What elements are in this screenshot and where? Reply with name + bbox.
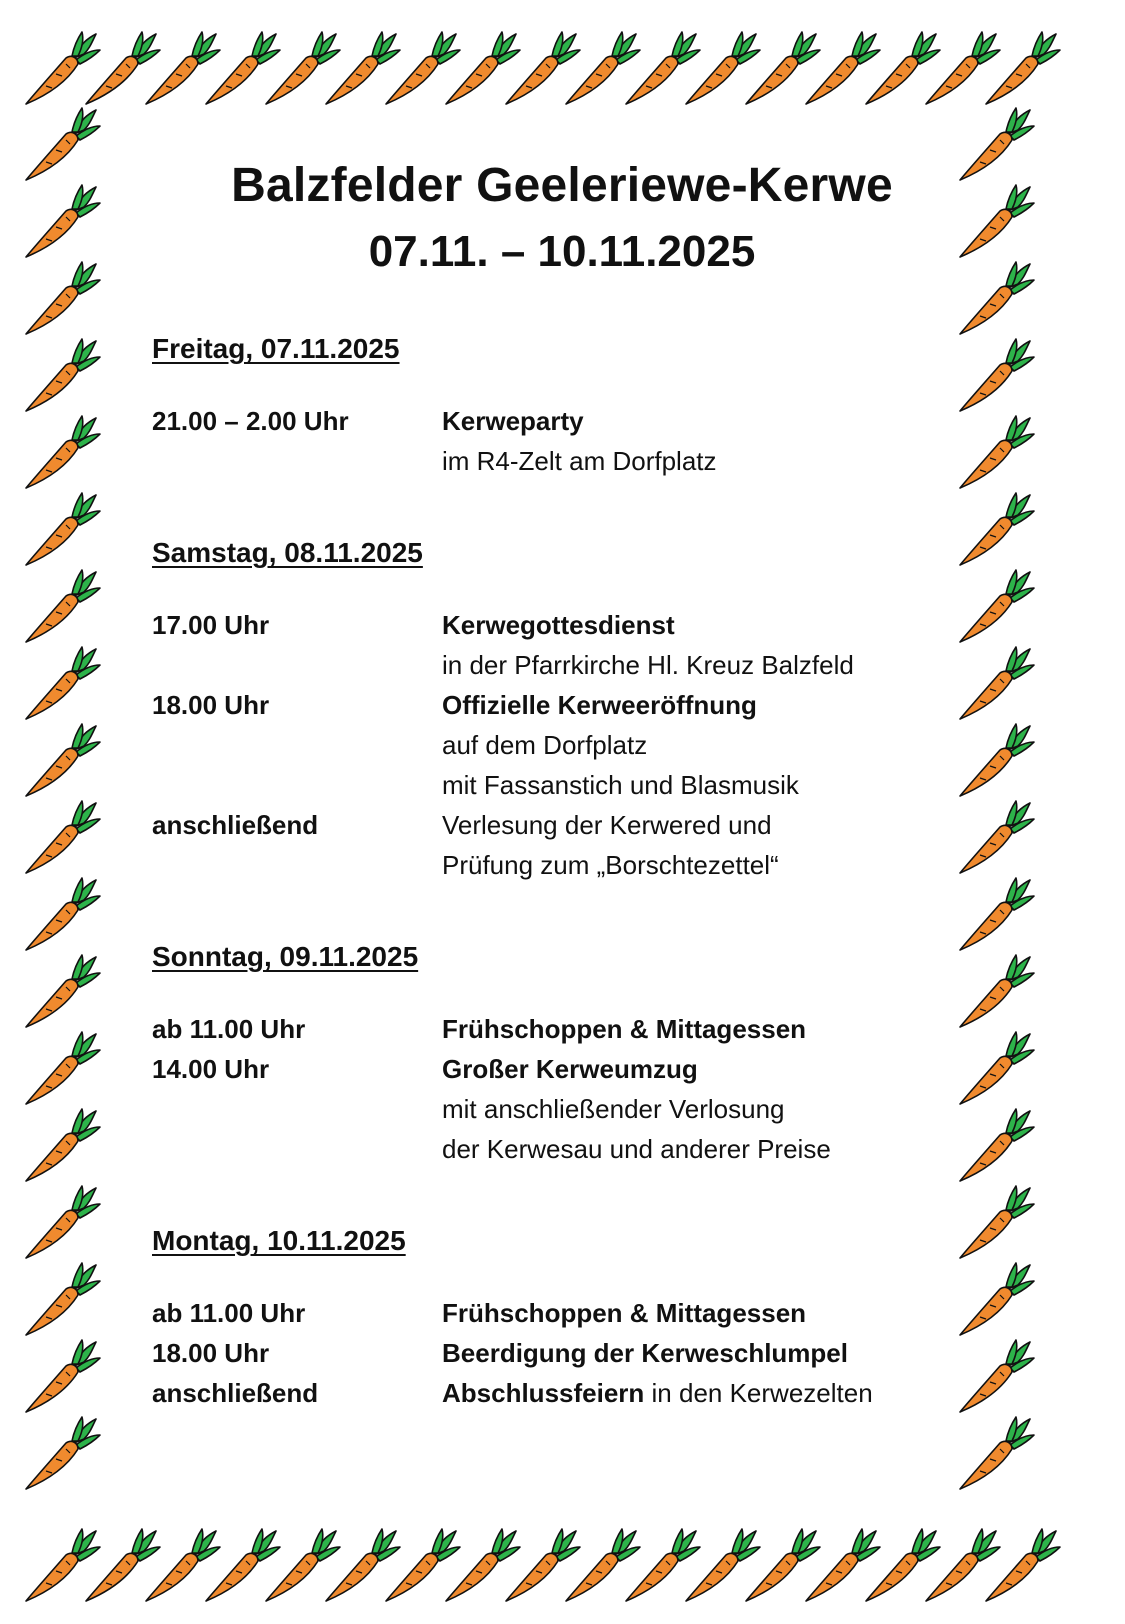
entry-detail: im R4-Zelt am Dorfplatz bbox=[442, 446, 717, 476]
event-title: Balzfelder Geeleriewe-Kerwe bbox=[231, 159, 893, 212]
day-heading: Samstag, 08.11.2025 bbox=[152, 537, 423, 568]
entry-detail: mit Fassanstich und Blasmusik bbox=[442, 770, 799, 800]
entry-title: Kerweparty bbox=[442, 406, 584, 436]
carrot-icon bbox=[22, 1413, 102, 1493]
schedule-entry bbox=[152, 805, 982, 885]
entry-detail: auf dem Dorfplatz bbox=[442, 730, 648, 760]
day-heading: Montag, 10.11.2025 bbox=[152, 1225, 406, 1256]
carrot-icon bbox=[22, 258, 102, 338]
day-section-monday bbox=[152, 1225, 982, 1413]
schedule-entry bbox=[152, 1373, 982, 1413]
carrot-icon bbox=[22, 1028, 102, 1108]
carrot-icon bbox=[22, 797, 102, 877]
carrot-icon bbox=[22, 1182, 102, 1262]
carrot-icon bbox=[22, 951, 102, 1031]
carrot-icon bbox=[22, 643, 102, 723]
schedule-entry bbox=[152, 685, 982, 805]
carrot-icon bbox=[22, 874, 102, 954]
event-dates: 07.11. – 10.11.2025 bbox=[368, 227, 756, 276]
schedule-entry bbox=[152, 1009, 982, 1049]
carrot-icon bbox=[22, 1259, 102, 1339]
entry-title: Beerdigung der Kerweschlumpel bbox=[442, 1338, 848, 1368]
entry-description bbox=[442, 401, 982, 481]
carrot-icon bbox=[22, 489, 102, 569]
carrot-icon bbox=[22, 412, 102, 492]
entry-time: 18.00 Uhr bbox=[152, 1338, 270, 1368]
entry-title: Kerwegottesdienst bbox=[442, 610, 675, 640]
entry-description bbox=[442, 1049, 982, 1169]
entry-time: ab 11.00 Uhr bbox=[152, 1298, 306, 1328]
entry-detail: in den Kerwezelten bbox=[644, 1378, 873, 1408]
schedule-entry bbox=[152, 605, 982, 685]
entry-time: anschließend bbox=[152, 810, 319, 840]
entry-time: 14.00 Uhr bbox=[152, 1054, 270, 1084]
entry-detail: Verlesung der Kerwered und bbox=[442, 810, 772, 840]
entry-title: Offizielle Kerweeröffnung bbox=[442, 690, 757, 720]
entry-description bbox=[442, 1333, 982, 1373]
entry-description bbox=[442, 1373, 982, 1413]
entry-detail: Prüfung zum „Borschtezettel“ bbox=[442, 850, 779, 880]
carrot-icon bbox=[22, 720, 102, 800]
entry-title: Großer Kerweumzug bbox=[442, 1054, 698, 1084]
day-heading: Freitag, 07.11.2025 bbox=[152, 333, 400, 364]
schedule-entry bbox=[152, 401, 982, 481]
entry-title: Abschlussfeiern bbox=[442, 1378, 645, 1408]
entry-time: 21.00 – 2.00 Uhr bbox=[152, 406, 349, 436]
carrot-icon bbox=[982, 1525, 1062, 1605]
carrot-icon bbox=[22, 181, 102, 261]
carrot-icon bbox=[22, 1336, 102, 1416]
entry-time: 17.00 Uhr bbox=[152, 610, 270, 640]
entry-title: Frühschoppen & Mittagessen bbox=[442, 1014, 807, 1044]
entry-description bbox=[442, 805, 982, 885]
entry-title: Frühschoppen & Mittagessen bbox=[442, 1298, 807, 1328]
entry-time: anschließend bbox=[152, 1378, 319, 1408]
entry-time: 18.00 Uhr bbox=[152, 690, 270, 720]
carrot-icon bbox=[982, 28, 1062, 108]
carrot-icon bbox=[956, 1413, 1036, 1493]
entry-description bbox=[442, 685, 982, 805]
entry-description bbox=[442, 605, 982, 685]
entry-detail: der Kerwesau und anderer Preise bbox=[442, 1134, 831, 1164]
schedule-entry bbox=[152, 1333, 982, 1373]
day-heading: Sonntag, 09.11.2025 bbox=[152, 941, 419, 972]
entry-time: ab 11.00 Uhr bbox=[152, 1014, 306, 1044]
flyer-header bbox=[142, 158, 982, 277]
entry-description bbox=[442, 1009, 982, 1049]
carrot-icon bbox=[22, 335, 102, 415]
entry-detail: mit anschließender Verlosung bbox=[442, 1094, 785, 1124]
flyer-content bbox=[152, 150, 982, 1413]
entry-detail: in der Pfarrkirche Hl. Kreuz Balzfeld bbox=[442, 650, 854, 680]
day-section-friday bbox=[152, 333, 982, 481]
carrot-icon bbox=[22, 566, 102, 646]
schedule-entry bbox=[152, 1049, 982, 1169]
schedule-entry bbox=[152, 1293, 982, 1333]
entry-description bbox=[442, 1293, 982, 1333]
day-section-sunday bbox=[152, 941, 982, 1169]
day-section-saturday bbox=[152, 537, 982, 885]
carrot-icon bbox=[22, 1105, 102, 1185]
carrot-icon bbox=[22, 104, 102, 184]
